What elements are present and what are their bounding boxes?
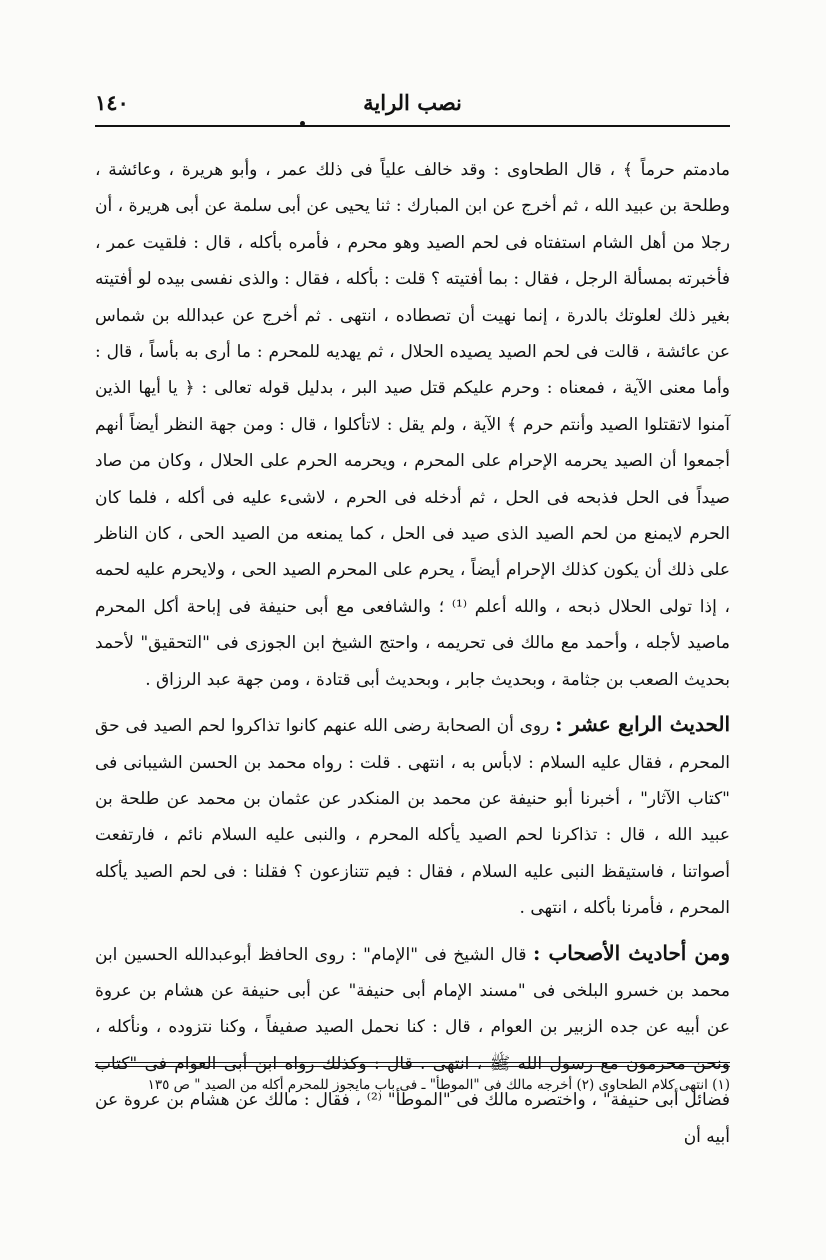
paragraph-2-text: روى أن الصحابة رضى الله عنهم كانوا تذاكروا لحم الصيد فى حق المحرم ، فقال عليه السلام : لابأس به ، انتهى . قلت : رواه محمد بن الحسن الشيبانى فى "كتاب الآثار" ، أخبرنا أبو حنيفة عن محمد بن المنكدر عن عثمان بن محمد عن طلحة بن عبيد الله ، قال : تذاكرنا لحم الصيد يأكله المحرم ، والنبى عليه السلام نائم ، فارتفعت أصواتنا ، فاستيقظ النبى عليه السلام ، فقال : فيم تتنازعون ؟ فقلنا : فى لحم الصيد يأكله المحرم ، فأمرنا بأكله ، انتهى . xyxy=(95,716,730,919)
paragraph-3 xyxy=(95,935,730,1155)
footnote-rule xyxy=(95,1062,730,1063)
hadith-heading: الحديث الرابع عشر : xyxy=(555,712,731,737)
page-header xyxy=(95,88,730,128)
paragraph-2 xyxy=(95,706,730,926)
main-text xyxy=(95,152,730,1155)
running-title: نصب الراية xyxy=(363,90,462,115)
section-heading: ومن أحاديث الأصحاب : xyxy=(533,940,730,965)
footnotes: (١) انتهى كلام الطحاوى (٢) أخرجه مالك فى "الموطأ" ـ فى باب مايجوز للمحرم أكله من الصيد " ص ١٣٥ xyxy=(147,1077,730,1093)
footnote-rule-double xyxy=(95,1066,730,1067)
paragraph-1-text: مادمتم حرماً ﴾ ، قال الطحاوى : وقد خالف علياً فى ذلك عمر ، وأبو هريرة ، وعائشة ، وطلحة بن عبيد الله ، ثم أخرج عن ابن المبارك : ثنا يحيى عن أبى سلمة عن أبى هريرة ، أن رجلا من أهل الشام استفتاه فى لحم الصيد وهو محرم ، فأمره بأكله ، قال : فلقيت عمر ، فأخبرته بمسألة الرجل ، فقال : بما أفتيته ؟ قلت : بأكله ، فقال : والذى نفسى بيده لو أفتيته بغير ذلك لعلوتك بالدرة ، إنما نهيت أن تصطاده ، انتهى . ثم أخرج عن عبدالله بن شماس عن عائشة ، قالت فى لحم الصيد يصيده الحلال ، ثم يهديه للمحرم : ما أرى به بأساً ، قال : وأما معنى الآية ، فمعناه : وحرم عليكم قتل صيد البر ، بدليل قوله تعالى : ﴿ يا أيها الذين آمنوا لاتقتلوا الصيد وأنتم حرم ﴾ الآية ، ولم يقل : لاتأكلوا ، قال : ومن جهة النظر أيضاً أنهم أجمعوا أن الصيد يحرمه الإحرام على المحرم ، ويحرمه الحرم على الحلال ، وكان من صاد صيداً فى الحل فذبحه فى الحل ، ثم أدخله فى الحرم ، لاشىء عليه فى أكله ، فلما كان الحرم لايمنع من لحم الصيد الذى صيد فى الحل ، كما يمنعه من الصيد الحى ، كان الناظر على ذلك أن يكون كذلك الإحرام أيضاً ، يحرم على المحرم الصيد الحى ، ولايحرم عليه لحمه ، إذا تولى الحلال ذبحه ، والله أعلم ⁽¹⁾ ؛ والشافعى مع أبى حنيفة فى إباحة أكل المحرم ماصيد لأجله ، وأحمد مع مالك فى تحريمه ، واحتج الشيخ ابن الجوزى فى "التحقيق" لأحمد بحديث الصعب بن جثامة ، وبحديث جابر ، وبحديث أبى قتادة ، ومن جهة عبد الرزاق . xyxy=(95,160,730,690)
page-number: ١٤٠ xyxy=(95,90,129,115)
paragraph-1 xyxy=(95,152,730,698)
paragraph-3-text: قال الشيخ فى "الإمام" : روى الحافظ أبوعبدالله الحسين ابن محمد بن خسرو البلخى فى "مسند الإمام أبى حنيفة" عن أبى حنيفة عن هشام بن عروة عن أبيه عن جده الزبير بن العوام ، قال : كنا نحمل الصيد صفيفاً ، وكنا نتزوده ، ونأكله ، ونحن محرمون مع رسول الله ﷺ ، انتهى . قال : وكذلك رواه ابن أبى العوام فى "كتاب فضائل أبى حنيفة" ، واختصره مالك فى "الموطأ" ⁽²⁾ ، فقال : مالك عن هشام بن عروة عن أبيه أن xyxy=(95,944,730,1147)
header-rule xyxy=(95,125,730,127)
